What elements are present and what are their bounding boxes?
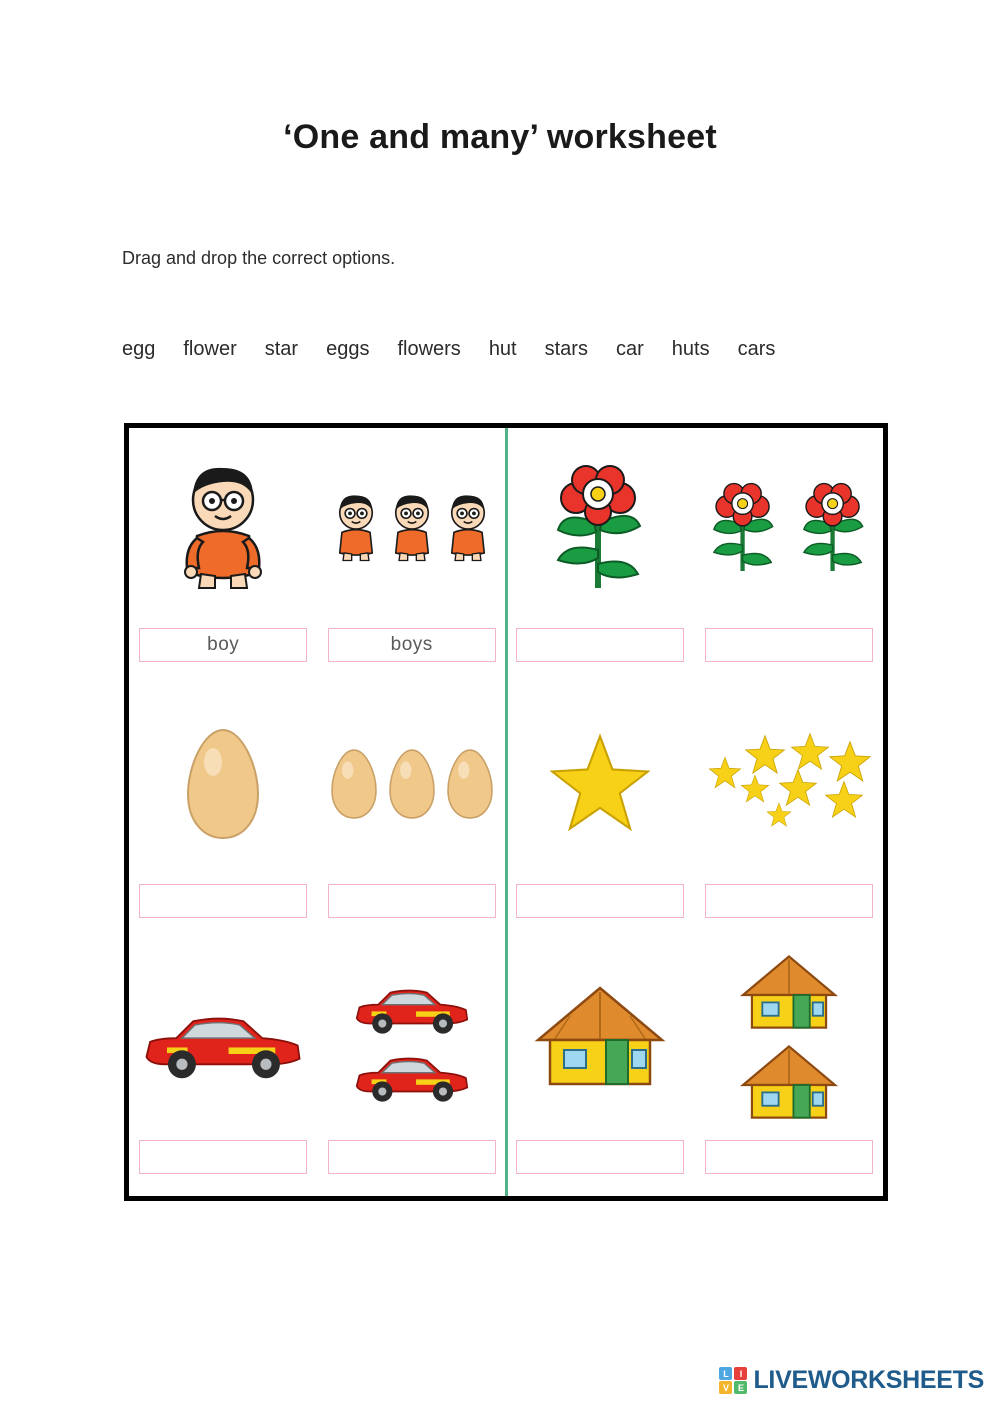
logo-mark xyxy=(719,1367,747,1394)
answer-box[interactable] xyxy=(328,884,496,918)
answer-box[interactable] xyxy=(328,1140,496,1174)
answer-box[interactable] xyxy=(516,1140,684,1174)
word-option-cars[interactable]: cars xyxy=(737,338,776,360)
logo-letter-l: L xyxy=(719,1367,732,1380)
logo-letter-i: I xyxy=(734,1367,747,1380)
stars-icon-group xyxy=(695,684,884,884)
cell-eggs-plural xyxy=(318,684,507,940)
egg-icon xyxy=(180,726,266,842)
stars-icon xyxy=(704,730,874,838)
answer-box[interactable] xyxy=(139,884,307,918)
boy-icon xyxy=(442,484,494,572)
flower-icon xyxy=(701,472,787,584)
answer-box[interactable]: boy xyxy=(139,628,307,662)
car-icon xyxy=(139,997,307,1083)
word-option-flower[interactable]: flower xyxy=(183,338,237,360)
word-option-stars[interactable]: stars xyxy=(544,338,588,360)
word-option-flowers[interactable]: flowers xyxy=(397,338,461,360)
cell-stars-plural xyxy=(695,684,884,940)
cell-huts-plural xyxy=(695,940,884,1196)
huts-icon-group xyxy=(695,940,884,1140)
egg-icon-group xyxy=(129,684,318,884)
boy-icon-group xyxy=(129,428,318,628)
liveworksheets-logo[interactable] xyxy=(719,1366,984,1395)
word-bank xyxy=(122,338,902,361)
egg-icon xyxy=(327,744,381,824)
cell-flower-singular xyxy=(506,428,695,684)
instruction-text: Drag and drop the correct options. xyxy=(122,248,396,268)
car-icon xyxy=(343,1043,481,1105)
cell-cars-plural xyxy=(318,940,507,1196)
brand-name: LIVEWORKSHEETS xyxy=(753,1366,984,1394)
word-option-eggs[interactable]: eggs xyxy=(326,338,370,360)
answer-box[interactable] xyxy=(705,628,873,662)
egg-icon xyxy=(385,744,439,824)
hut-icon xyxy=(530,982,670,1098)
flowers-icon-group xyxy=(695,428,884,628)
boy-icon xyxy=(386,484,438,572)
eggs-icon-group xyxy=(318,684,507,884)
cars-icon-group xyxy=(318,940,507,1140)
answer-box[interactable]: boys xyxy=(328,628,496,662)
car-icon xyxy=(343,975,481,1037)
cell-egg-singular xyxy=(129,684,318,940)
car-icon-group xyxy=(129,940,318,1140)
cell-hut-singular xyxy=(506,940,695,1196)
logo-letter-v: V xyxy=(719,1381,732,1394)
flower-icon-group xyxy=(506,428,695,628)
boys-icon-group xyxy=(318,428,507,628)
answer-box[interactable] xyxy=(705,884,873,918)
hut-icon xyxy=(737,952,841,1038)
cell-car-singular xyxy=(129,940,318,1196)
worksheet-grid xyxy=(124,423,888,1201)
answer-box[interactable] xyxy=(139,1140,307,1174)
word-option-huts[interactable]: huts xyxy=(671,338,710,360)
word-option-car[interactable]: car xyxy=(615,338,644,360)
boy-icon xyxy=(175,464,271,592)
egg-icon xyxy=(443,744,497,824)
cell-star-singular xyxy=(506,684,695,940)
logo-letter-e: E xyxy=(734,1381,747,1394)
word-option-star[interactable]: star xyxy=(264,338,299,360)
boy-icon xyxy=(330,484,382,572)
answer-box[interactable] xyxy=(516,884,684,918)
cell-flowers-plural xyxy=(695,428,884,684)
answer-box[interactable] xyxy=(705,1140,873,1174)
word-option-hut[interactable]: hut xyxy=(488,338,517,360)
page-title: ‘One and many’ worksheet xyxy=(283,118,717,156)
flower-icon xyxy=(791,472,877,584)
hut-icon-group xyxy=(506,940,695,1140)
word-option-egg[interactable]: egg xyxy=(122,338,156,360)
answer-box[interactable] xyxy=(516,628,684,662)
cell-boy-singular xyxy=(129,428,318,684)
flower-icon xyxy=(540,464,660,592)
star-icon-group xyxy=(506,684,695,884)
star-icon xyxy=(548,732,652,836)
hut-icon xyxy=(737,1042,841,1128)
cell-boys-plural xyxy=(318,428,507,684)
